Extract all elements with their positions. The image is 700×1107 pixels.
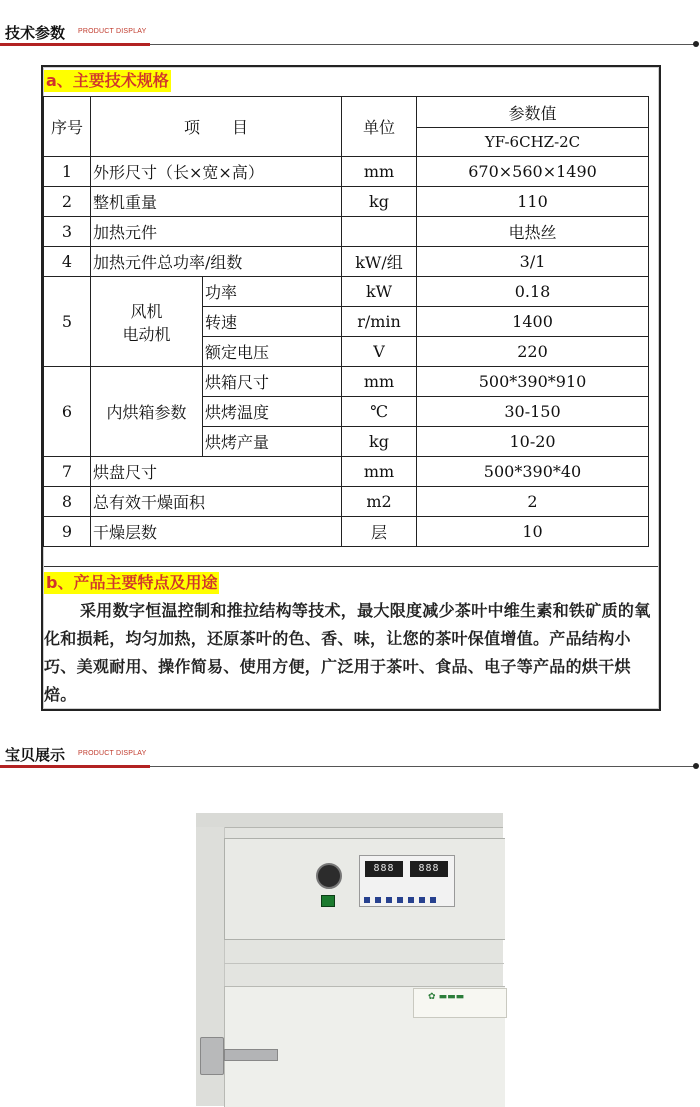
- cell-no: 3: [44, 217, 91, 247]
- cell-group-name: 内烘箱参数: [91, 367, 203, 457]
- cell-value: 500*390*910: [417, 367, 649, 397]
- cell-unit: kg: [342, 427, 417, 457]
- display-left: 888: [365, 861, 403, 877]
- cell-group-name: [91, 277, 203, 367]
- table-row: [44, 217, 649, 247]
- cell-unit: mm: [342, 157, 417, 187]
- cell-value: 2: [417, 487, 649, 517]
- cell-value: 670×560×1490: [417, 157, 649, 187]
- cell-item: 总有效干燥面积: [91, 487, 342, 517]
- panel-seam: [224, 963, 504, 964]
- digital-controller: [359, 855, 455, 907]
- header-accent-bar: [0, 765, 150, 768]
- cell-item: 干燥层数: [91, 517, 342, 547]
- feature-section-label: b、产品主要特点及用途: [46, 573, 218, 592]
- cell-unit: kg: [342, 187, 417, 217]
- cell-no: 5: [44, 277, 91, 367]
- cell-unit: 层: [342, 517, 417, 547]
- cell-item: 功率: [203, 277, 342, 307]
- table-row: [44, 187, 649, 217]
- header-no: 序号: [44, 97, 91, 157]
- header-value: 参数值: [417, 97, 649, 128]
- cell-item: 烘烤产量: [203, 427, 342, 457]
- section-subtitle: PRODUCT DISPLAY: [78, 28, 147, 35]
- cell-no: 2: [44, 187, 91, 217]
- header-divider: [150, 44, 695, 45]
- header-item: 项 目: [91, 97, 342, 157]
- brand-badge-logo: ✿ ▬▬▬: [413, 988, 507, 1018]
- cell-unit: ℃: [342, 397, 417, 427]
- header-unit: 单位: [342, 97, 417, 157]
- cell-unit: [342, 217, 417, 247]
- spec-table: [43, 96, 649, 547]
- header-divider: [150, 766, 695, 767]
- cell-no: 8: [44, 487, 91, 517]
- cell-no: 7: [44, 457, 91, 487]
- spec-section-label: a、主要技术规格: [46, 71, 169, 90]
- group-name-line2: 电动机: [122, 324, 171, 344]
- cell-item: 烘盘尺寸: [91, 457, 342, 487]
- table-row: [44, 277, 649, 307]
- feature-paragraph: [44, 597, 656, 709]
- cell-value: 1400: [417, 307, 649, 337]
- cell-unit: V: [342, 337, 417, 367]
- cell-value: 3/1: [417, 247, 649, 277]
- cell-value: 0.18: [417, 277, 649, 307]
- cell-no: 1: [44, 157, 91, 187]
- section-title: 宝贝展示: [5, 746, 66, 764]
- cell-unit: kW/组: [342, 247, 417, 277]
- cell-unit: m2: [342, 487, 417, 517]
- cell-no: 4: [44, 247, 91, 277]
- cell-item: 额定电压: [203, 337, 342, 367]
- cell-value: 10-20: [417, 427, 649, 457]
- section-separator: [44, 566, 658, 567]
- cabinet-top: [196, 813, 503, 828]
- cell-item: 转速: [203, 307, 342, 337]
- cell-item: 加热元件总功率/组数: [91, 247, 342, 277]
- cell-item: 外形尺寸（长×宽×高）: [91, 157, 342, 187]
- table-row: [44, 367, 649, 397]
- display-right: 888: [410, 861, 448, 877]
- cell-no: 6: [44, 367, 91, 457]
- table-row: [44, 457, 649, 487]
- section-header-gallery: [0, 744, 700, 766]
- header-dot-icon: [693, 41, 699, 47]
- section-subtitle: PRODUCT DISPLAY: [78, 750, 147, 757]
- cell-item: 烘箱尺寸: [203, 367, 342, 397]
- header-accent-bar: [0, 43, 150, 46]
- table-row: [44, 247, 649, 277]
- cell-item: 整机重量: [91, 187, 342, 217]
- cell-no: 9: [44, 517, 91, 547]
- cell-unit: mm: [342, 367, 417, 397]
- section-header-specs: [0, 22, 700, 44]
- table-row: [44, 517, 649, 547]
- door-hinge-icon: [200, 1037, 224, 1075]
- cell-value: 500*390*40: [417, 457, 649, 487]
- cell-value: 110: [417, 187, 649, 217]
- power-switch-icon: [321, 895, 335, 907]
- group-name-line1: 风机: [130, 301, 163, 321]
- cell-value: 电热丝: [417, 217, 649, 247]
- cell-value: 30-150: [417, 397, 649, 427]
- feature-text: 采用数字恒温控制和推拉结构等技术，最大限度减少茶叶中维生素和铁矿质的氧化和损耗，均匀加热，还原茶叶的色、香、味，让您的茶叶保值增值。产品结构小巧、美观耐用、操作简易、使用方便，广泛用于茶叶、食品、电子等产品的烘干烘焙。: [44, 601, 651, 704]
- product-photo: [196, 813, 503, 1106]
- cell-item: 加热元件: [91, 217, 342, 247]
- cell-item: 烘烤温度: [203, 397, 342, 427]
- table-row: [44, 157, 649, 187]
- cell-unit: kW: [342, 277, 417, 307]
- header-dot-icon: [693, 763, 699, 769]
- temperature-knob-icon: [316, 863, 342, 889]
- table-header-row: [44, 97, 649, 128]
- section-title: 技术参数: [5, 24, 66, 42]
- cell-unit: mm: [342, 457, 417, 487]
- table-row: [44, 487, 649, 517]
- cell-value: 220: [417, 337, 649, 367]
- cell-value: 10: [417, 517, 649, 547]
- controller-buttons: [364, 888, 448, 896]
- door-latch-icon: [224, 1049, 278, 1061]
- cell-unit: r/min: [342, 307, 417, 337]
- header-model: YF-6CHZ-2C: [417, 128, 649, 157]
